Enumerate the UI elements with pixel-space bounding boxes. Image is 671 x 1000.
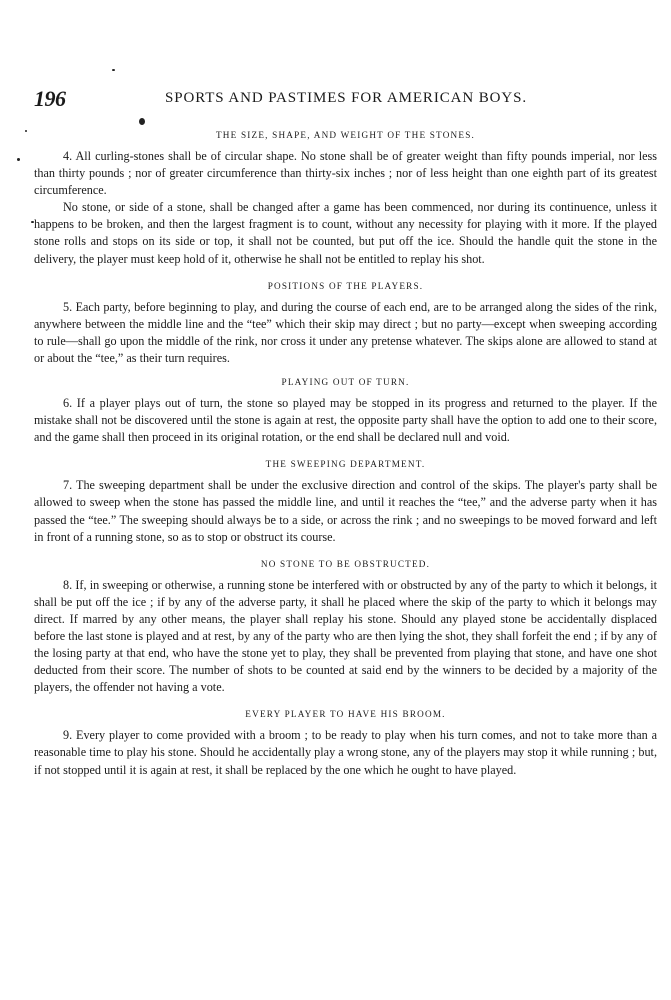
rule-paragraph: 5. Each party, before beginning to play, and during the course of each end, are to be arranged along the sides of the rink, anywhere between the middle line and the “tee” which their skip may direct ; but no party—except when sweeping according to rule—shall go upon the middle of the rink, nor cross it under any pretense whatever. The skips alone are allowed to stand at or about the “tee,” as their turn requires. [34,299,657,365]
ink-speck [112,69,115,71]
running-title: SPORTS AND PASTIMES FOR AMERICAN BOYS. [165,90,528,106]
section-heading: PLAYING OUT OF TURN. [281,377,410,388]
section-heading: THE SIZE, SHAPE, AND WEIGHT OF THE STONES. [216,130,475,140]
rule-paragraph: 7. The sweeping department shall be under the exclusive direction and control of the skips. The player's party shall be allowed to sweep when the stone has passed the middle line, and until it reaches the “tee,” and the adverse party when it has passed the “tee.” The sweeping should always be to a side, or across the rink ; and no sweepings to be moved forward and left in front of a running stone, so as to stop or obstruct its course. [34,478,657,544]
rule-paragraph: 9. Every player to come provided with a broom ; to be ready to play when his turn comes, and not to take more than a reasonable time to play his stone. Should he accidentally play a wrong stone, any of the players may stop it while running ; but, if not stopped until it is again at rest, it shall be replaced by the one which he ought to have played. [34,728,657,777]
rule-paragraph: No stone, or side of a stone, shall be changed after a game has been commenced, nor during its continuence, unless it happens to be broken, and then the largest fragment is to count, without any necessity for playing with it more. If the played stone rolls and stops on its side or top, it shall not be counted, but put off the ice. Should the handle quit the stone in the delivery, the player must keep hold of it, otherwise he shall not be entitled to replay his shot. [34,200,657,266]
page-body [34,130,657,779]
rule-paragraph: 4. All curling-stones shall be of circular shape. No stone shall be of greater weight than fifty pounds imperial, nor less than thirty pounds ; nor of greater circumference than thirty-six inches ; nor of less height than one eighth part of its greatest circumference. [34,149,657,198]
ink-speck [139,118,145,125]
page-number: 196 [34,86,66,111]
page-header [0,86,671,111]
rule-paragraph: 6. If a player plays out of turn, the stone so played may be stopped in its progress and returned to the player. If the mistake shall not be discovered until the stone is again at rest, the opposite party shall have the option to add one to their score, and the game shall then proceed in its original rotation, or the end shall be declared null and void. [34,396,657,445]
section-heading: NO STONE TO BE OBSTRUCTED. [260,558,431,569]
rule-paragraph: 8. If, in sweeping or otherwise, a running stone be interfered with or obstructed by any of the party to which it belongs, it shall be put off the ice ; if by any of the adverse party, it shall he placed where the skip of the party to which it belongs may direct. If marred by any other means, the player shall replay his stone. Should any played stone be accidentally displaced before the last stone is played and at rest, by any of the party who are then lying the shot, they shall forfeit the end ; if by any of the losing party at that end, who have the stone yet to play, they shall be prevented from playing that stone, and have one shot deducted from their score. The number of shots to be counted at said end by the winners to be decided by a majority of the players, the offender not having a vote. [34,577,657,695]
ink-speck [25,130,27,132]
section-heading: THE SWEEPING DEPARTMENT. [265,459,426,470]
section-heading: EVERY PLAYER TO HAVE HIS BROOM. [245,709,446,720]
ink-speck [17,158,20,161]
section-heading: POSITIONS OF THE PLAYERS. [267,280,424,291]
